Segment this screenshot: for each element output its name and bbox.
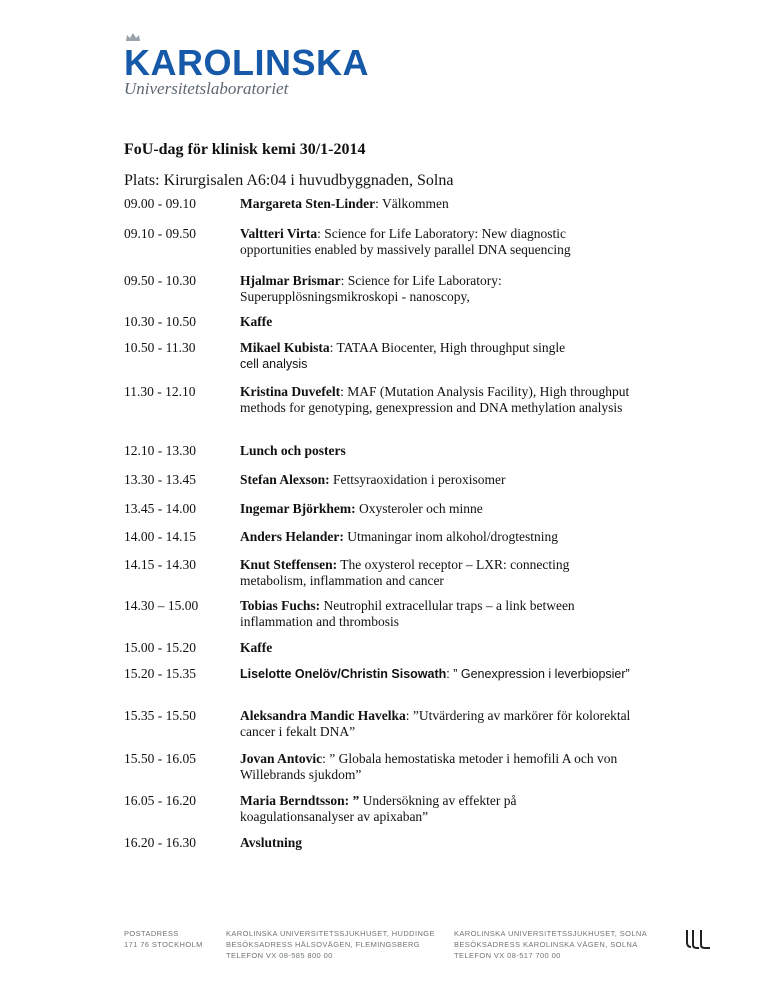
agenda-description [240, 835, 632, 851]
speaker-name: Aleksandra Mandic Havelka [240, 708, 406, 723]
agenda-description [240, 501, 632, 517]
agenda-time: 11.30 - 12.10 [124, 384, 196, 399]
agenda-time: 09.10 - 09.50 [124, 226, 196, 241]
logo-subtitle: Universitetslaboratoriet [124, 79, 289, 98]
speaker-name: Margareta Sten-Linder [240, 196, 376, 211]
page-title: FoU-dag för klinisk kemi 30/1-2014 [124, 141, 366, 158]
talk-title: Fettsyraoxidation i peroxisomer [333, 472, 506, 487]
footer-huddinge-address: KAROLINSKA UNIVERSITETSSJUKHUSET, HUDDINGE BESÖKSADRESS HÄLSOVÄGEN, FLEMINGSBERG TELEFON VX 08-585 800 00 [226, 929, 435, 960]
agenda-time: 16.05 - 16.20 [124, 793, 196, 808]
talk-title-continued: cell analysis [240, 357, 308, 371]
agenda-time: 14.30 – 15.00 [124, 598, 199, 613]
agenda-description [240, 557, 632, 589]
agenda-description [240, 472, 632, 488]
agenda-time: 10.30 - 10.50 [124, 314, 196, 329]
agenda-time: 15.20 - 15.35 [124, 666, 196, 681]
speaker-name: Anders Helander: [240, 529, 344, 544]
agenda-description [240, 529, 632, 545]
talk-title: TATAA Biocenter, High throughput single [336, 340, 566, 355]
talk-title: The oxysterol receptor – LXR: connecting metabolism, inflammation and cancer [240, 557, 570, 588]
agenda-description: Jovan Antovic: ” Globala hemostatiska metoder i hemofili A och von Willebrands sjukdom” [240, 751, 618, 782]
agenda-description: Liselotte Onelöv/Christin Sisowath: ” Genexpression i leverbiopsier” [240, 667, 630, 681]
speaker-name: Knut Steffensen: [240, 557, 338, 572]
agenda-time: 12.10 - 13.30 [124, 443, 196, 458]
agenda-description: Valtteri Virta: Science for Life Laboratory: New diagnostic opportunities enabled by massively parallel DNA sequencing [240, 226, 571, 257]
speaker-name: Avslutning [240, 835, 303, 850]
event-location: Plats: Kirurgisalen A6:04 i huvudbyggnaden, Solna [124, 172, 454, 189]
speaker-name: Stefan Alexson: [240, 472, 330, 487]
talk-title: ” Globala hemostatiska metoder i hemofili A och von Willebrands sjukdom” [240, 751, 618, 782]
agenda-time: 09.50 - 10.30 [124, 273, 196, 288]
crown-icon [125, 32, 141, 42]
agenda-time: 10.50 - 11.30 [124, 340, 196, 355]
speaker-name: Hjalmar Brismar [240, 273, 341, 288]
speaker-name: Lunch och posters [240, 443, 346, 458]
agenda-time: 09.00 - 09.10 [124, 196, 196, 211]
agenda-time: 13.45 - 14.00 [124, 501, 196, 516]
talk-title: Undersökning av effekter på koagulationsanalyser av apixaban” [240, 793, 517, 824]
speaker-name: Valtteri Virta [240, 226, 318, 241]
speaker-name: Maria Berndtsson: ” [240, 793, 360, 808]
hospital-logo-icon [684, 928, 712, 950]
agenda-time: 15.50 - 16.05 [124, 751, 196, 766]
talk-title: Science for Life Laboratory: Superupplösningsmikroskopi - nanoscopy, [240, 273, 502, 304]
agenda-time: 16.20 - 16.30 [124, 835, 196, 850]
footer-postal-address: POSTADRESS 171 76 STOCKHOLM [124, 929, 203, 949]
talk-title: Science for Life Laboratory: New diagnostic opportunities enabled by massively parallel DNA sequencing [240, 226, 571, 257]
agenda-description [240, 793, 632, 825]
agenda-description [240, 443, 632, 459]
agenda-description [240, 314, 632, 330]
agenda-time: 15.35 - 15.50 [124, 708, 196, 723]
talk-title: Utmaningar inom alkohol/drogtestning [347, 529, 558, 544]
logo-wordmark: KAROLINSKA [124, 42, 369, 83]
agenda-time: 14.15 - 14.30 [124, 557, 196, 572]
talk-title: ” Genexpression i leverbiopsier” [453, 667, 630, 681]
agenda-description: Margareta Sten-Linder: Välkommen [240, 196, 449, 211]
agenda-description [240, 640, 632, 656]
talk-title: Neutrophil extracellular traps – a link between inflammation and thrombosis [240, 598, 575, 629]
speaker-name: Liselotte Onelöv/Christin Sisowath [240, 667, 447, 681]
speaker-name: Tobias Fuchs: [240, 598, 321, 613]
agenda-description: Hjalmar Brismar: Science for Life Laboratory: Superupplösningsmikroskopi - nanoscopy, [240, 273, 502, 304]
speaker-name: Kristina Duvefelt [240, 384, 341, 399]
talk-title: Oxysteroler och minne [359, 501, 483, 516]
agenda-description: Aleksandra Mandic Havelka: ”Utvärdering av markörer för kolorektal cancer i fekalt DNA” [240, 708, 631, 739]
agenda-time: 14.00 - 14.15 [124, 529, 196, 544]
speaker-name: Kaffe [240, 640, 273, 655]
talk-title: Välkommen [382, 196, 449, 211]
footer-solna-address: KAROLINSKA UNIVERSITETSSJUKHUSET, SOLNA BESÖKSADRESS KAROLINSKA VÄGEN, SOLNA TELEFON VX 08-517 700 00 [454, 929, 648, 960]
speaker-name: Jovan Antovic [240, 751, 323, 766]
agenda-time: 13.30 - 13.45 [124, 472, 196, 487]
speaker-name: Ingemar Björkhem: [240, 501, 356, 516]
agenda-description: Kristina Duvefelt: MAF (Mutation Analysis Facility), High throughput methods for genotyping, genexpression and DNA methylation analysis [240, 384, 630, 415]
talk-title: MAF (Mutation Analysis Facility), High throughput methods for genotyping, genexpression and DNA methylation analysis [240, 384, 630, 415]
speaker-name: Kaffe [240, 314, 273, 329]
talk-title: ”Utvärdering av markörer för kolorektal cancer i fekalt DNA” [240, 708, 631, 739]
speaker-name: Mikael Kubista [240, 340, 330, 355]
agenda-time: 15.00 - 15.20 [124, 640, 196, 655]
agenda-description: Mikael Kubista: TATAA Biocenter, High throughput single cell analysis [240, 340, 566, 371]
agenda-description [240, 598, 632, 630]
